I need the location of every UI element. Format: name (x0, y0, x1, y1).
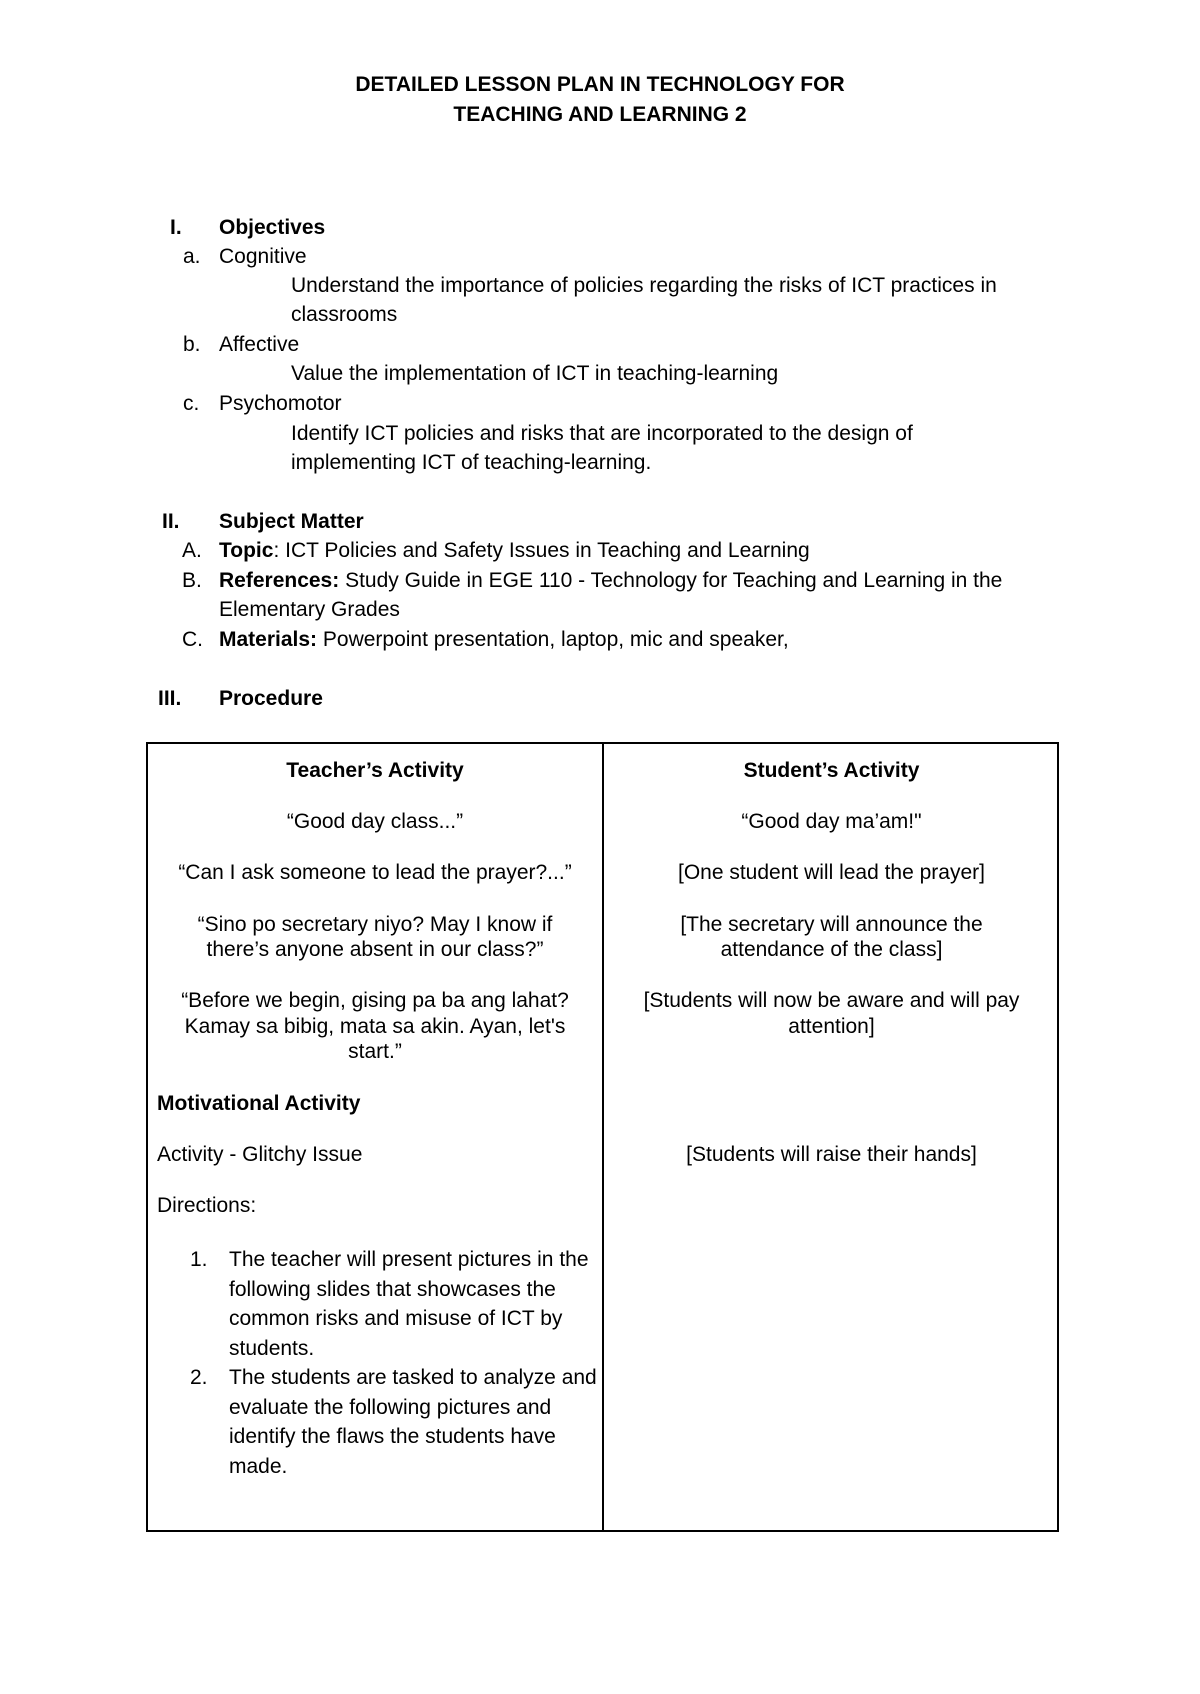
motivational-activity-heading: Motivational Activity (157, 1092, 361, 1115)
topic-label: Topic (219, 539, 274, 562)
objective-psychomotor-text-1: Identify ICT policies and risks that are incorporated to the design of (291, 422, 913, 445)
subject-marker-b: B. (182, 569, 202, 592)
teacher-begin-1: “Before we begin, gising pa ba ang lahat? (181, 989, 569, 1012)
procedure-heading: Procedure (219, 687, 323, 710)
objectives-heading: Objectives (219, 216, 326, 239)
objective-cognitive-text-2: classrooms (291, 303, 398, 326)
objective-psychomotor-text-2: implementing ICT of teaching-learning. (291, 451, 652, 474)
direction-item-1: The teacher will present pictures in the following slides that showcases the common risks and misuse of ICT by students. (229, 1248, 589, 1360)
references-text-2: Elementary Grades (219, 598, 400, 621)
objective-marker-a: a. (183, 245, 201, 268)
direction-number-2: 2. (190, 1366, 208, 1389)
activity-name: Activity - Glitchy Issue (157, 1143, 363, 1166)
materials-label: Materials: (219, 628, 318, 651)
student-greet: “Good day ma’am!" (741, 810, 922, 833)
teacher-greet: “Good day class...” (286, 810, 464, 833)
topic-text: : ICT Policies and Safety Issues in Teaching and Learning (273, 539, 810, 562)
student-begin-2: attention] (788, 1015, 875, 1038)
direction-number-1: 1. (190, 1248, 208, 1271)
document-title (0, 70, 1200, 130)
objective-marker-c: c. (183, 392, 200, 415)
subject-topic (219, 536, 810, 565)
references-label: References: (219, 569, 340, 592)
title-line-2: TEACHING AND LEARNING 2 (453, 103, 747, 126)
student-secretary-1: [The secretary will announce the (680, 913, 983, 936)
student-prayer: [One student will lead the prayer] (677, 861, 985, 884)
direction-item-2: The students are tasked to analyze and evaluate the following pictures and identify the flaws the students have made. (229, 1366, 597, 1478)
subject-matter-number: II. (162, 510, 180, 533)
teacher-activity-header: Teacher’s Activity (286, 759, 464, 782)
subject-references (219, 566, 1002, 595)
materials-text: Powerpoint presentation, laptop, mic and speaker, (317, 628, 789, 651)
subject-matter-heading: Subject Matter (219, 510, 364, 533)
subject-marker-a: A. (182, 539, 202, 562)
teacher-begin-2: Kamay sa bibig, mata sa akin. Ayan, let's (184, 1015, 566, 1038)
objective-marker-b: b. (183, 333, 201, 356)
teacher-secretary-1: “Sino po secretary niyo? May I know if (197, 913, 553, 936)
title-line-1: DETAILED LESSON PLAN IN TECHNOLOGY FOR (355, 73, 845, 96)
objective-affective-text-1: Value the implementation of ICT in teaching-learning (291, 362, 779, 385)
subject-materials (219, 625, 789, 654)
objective-label-cognitive: Cognitive (219, 245, 307, 268)
activity-table (146, 742, 1059, 1532)
teacher-begin-3: start.” (348, 1040, 402, 1063)
objective-label-affective: Affective (219, 333, 300, 356)
directions-label: Directions: (157, 1194, 257, 1217)
teacher-prayer: “Can I ask someone to lead the prayer?...” (178, 861, 572, 884)
objective-cognitive-text-1: Understand the importance of policies regarding the risks of ICT practices in (291, 274, 997, 297)
teacher-secretary-2: there’s anyone absent in our class?” (206, 938, 544, 961)
objective-label-psychomotor: Psychomotor (219, 392, 342, 415)
student-begin-1: [Students will now be aware and will pay (643, 989, 1020, 1012)
procedure-number: III. (158, 687, 182, 710)
student-raise-hands: [Students will raise their hands] (686, 1143, 977, 1166)
subject-marker-c: C. (182, 628, 203, 651)
student-activity-header: Student’s Activity (743, 759, 920, 782)
references-text: Study Guide in EGE 110 - Technology for Teaching and Learning in the (339, 569, 1003, 592)
student-secretary-2: attendance of the class] (720, 938, 943, 961)
objectives-number: I. (170, 216, 182, 239)
